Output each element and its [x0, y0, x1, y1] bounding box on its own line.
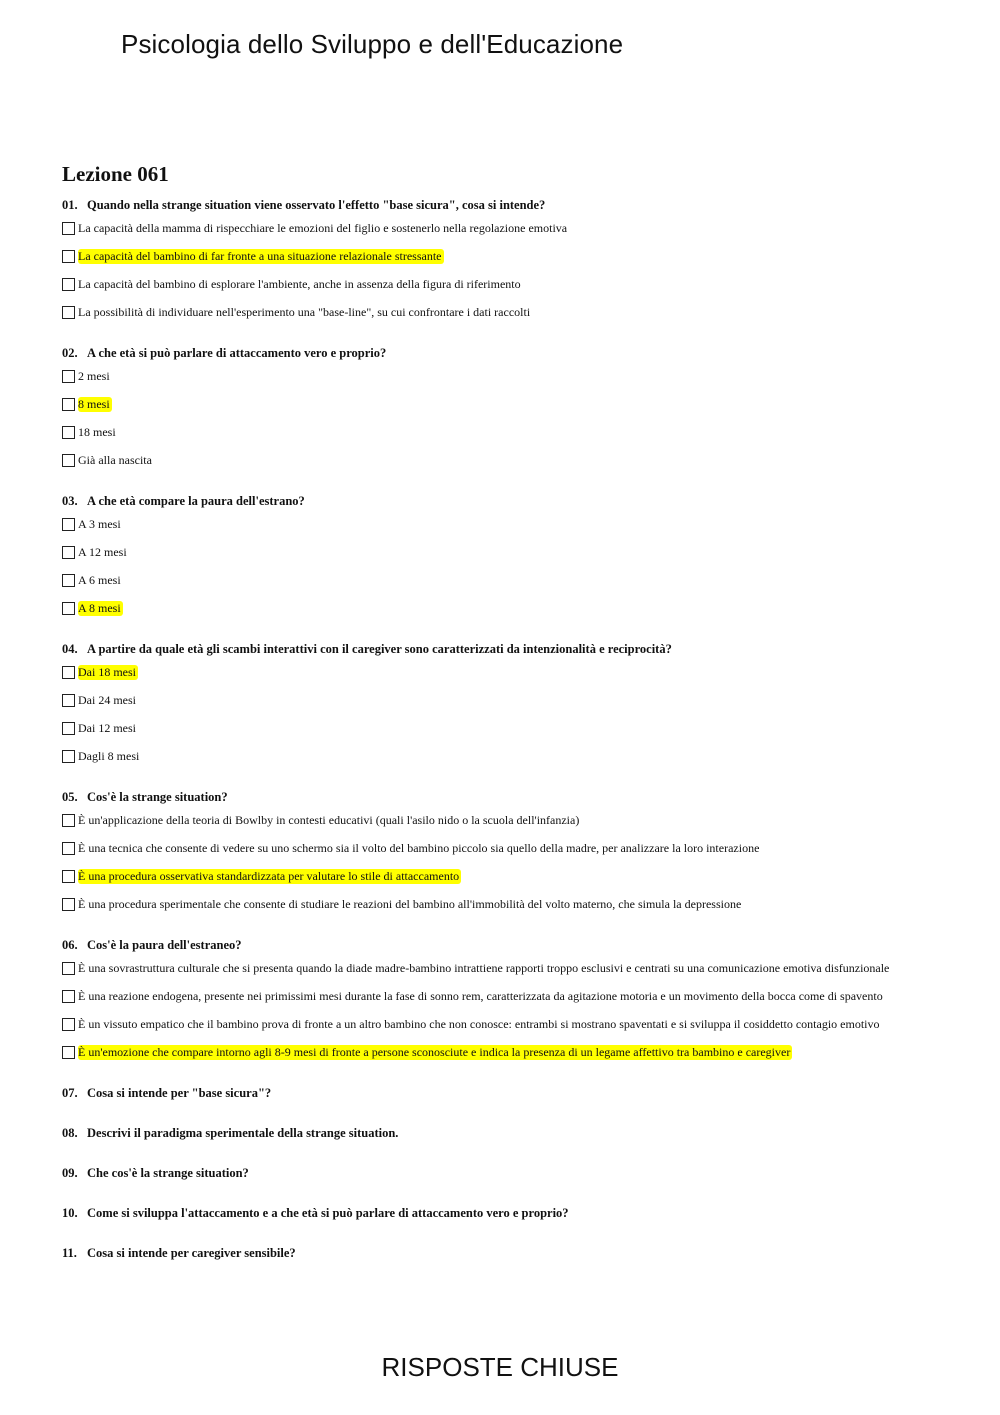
- answer-option-highlighted: [62, 249, 962, 277]
- answer-option-label: È un vissuto empatico che il bambino prova di fronte a un altro bambino che non conosce: entrambi si mostrano spaventati e si sviluppa il cosiddetto contagio emotivo: [78, 1017, 880, 1031]
- answer-option: [62, 989, 962, 1017]
- answer-option-label: La capacità della mamma di rispecchiare le emozioni del figlio e sostenerlo nella regolazione emotiva: [78, 221, 568, 235]
- question-number: 06.: [62, 938, 78, 952]
- answer-option-label: 2 mesi: [78, 369, 110, 383]
- question-11: [62, 1244, 962, 1284]
- checkbox-icon[interactable]: [62, 426, 75, 439]
- answer-option-label: A 8 mesi: [78, 601, 121, 615]
- answer-option-label: A 6 mesi: [78, 573, 121, 587]
- question-label: Che cos'è la strange situation?: [87, 1166, 249, 1180]
- checkbox-icon[interactable]: [62, 870, 75, 883]
- answer-option-label: Dagli 8 mesi: [78, 749, 140, 763]
- answer-option-highlighted: [62, 397, 962, 425]
- answer-option-label: Dai 24 mesi: [78, 693, 136, 707]
- checkbox-icon[interactable]: [62, 574, 75, 587]
- open-questions-section: [62, 1084, 962, 1284]
- checkbox-icon[interactable]: [62, 370, 75, 383]
- question-label: A partire da quale età gli scambi interattivi con il caregiver sono caratterizzati da intenzionalità e reciprocità?: [87, 642, 672, 656]
- question-02: [62, 344, 962, 481]
- question-01: [62, 196, 962, 333]
- answer-option-label: È una procedura osservativa standardizzata per valutare lo stile di attaccamento: [78, 869, 460, 883]
- question-06: [62, 936, 962, 1073]
- checkbox-icon[interactable]: [62, 546, 75, 559]
- answer-option-highlighted: [62, 665, 962, 693]
- answer-option-highlighted: [62, 1045, 962, 1073]
- lesson-title: Lezione 061: [62, 162, 169, 186]
- question-number: 05.: [62, 790, 78, 804]
- question-09: [62, 1164, 962, 1204]
- answer-option-highlighted: [62, 869, 962, 897]
- checkbox-icon[interactable]: [62, 962, 75, 975]
- question-number: 11.: [62, 1246, 77, 1260]
- question-05: [62, 788, 962, 925]
- question-label: Cos'è la paura dell'estraneo?: [87, 938, 242, 952]
- answer-option-label: La possibilità di individuare nell'esperimento una "base-line", su cui confrontare i dati raccolti: [78, 305, 531, 319]
- question-text: [62, 1084, 962, 1102]
- answer-option: [62, 749, 962, 777]
- answer-option: [62, 369, 962, 397]
- answer-option: [62, 721, 962, 749]
- question-text: [62, 492, 962, 510]
- document-title: Psicologia dello Sviluppo e dell'Educazione: [121, 29, 624, 59]
- checkbox-icon[interactable]: [62, 990, 75, 1003]
- checkbox-icon[interactable]: [62, 602, 75, 615]
- section-footer: RISPOSTE CHIUSE: [381, 1352, 619, 1382]
- answer-option-highlighted: [62, 601, 962, 629]
- answer-option-label: Dai 12 mesi: [78, 721, 136, 735]
- answer-option-label: Dai 18 mesi: [78, 665, 136, 679]
- checkbox-icon[interactable]: [62, 898, 75, 911]
- question-label: A che età compare la paura dell'estrano?: [87, 494, 305, 508]
- question-number: 01.: [62, 198, 78, 212]
- checkbox-icon[interactable]: [62, 250, 75, 263]
- answer-option: [62, 277, 962, 305]
- checkbox-icon[interactable]: [62, 722, 75, 735]
- question-number: 03.: [62, 494, 78, 508]
- answer-option: [62, 813, 962, 841]
- answer-option: [62, 545, 962, 573]
- answer-option: [62, 453, 962, 481]
- question-07: [62, 1084, 962, 1124]
- checkbox-icon[interactable]: [62, 842, 75, 855]
- answer-option-label: La capacità del bambino di esplorare l'ambiente, anche in assenza della figura di riferimento: [78, 277, 521, 291]
- checkbox-icon[interactable]: [62, 454, 75, 467]
- answer-option: [62, 897, 962, 925]
- answer-option-label: È un'applicazione della teoria di Bowlby in contesti educativi (quali l'asilo nido o la scuola dell'infanzia): [78, 813, 580, 827]
- question-08: [62, 1124, 962, 1164]
- answer-option: [62, 425, 962, 453]
- answer-option: [62, 841, 962, 869]
- question-number: 08.: [62, 1126, 78, 1140]
- checkbox-icon[interactable]: [62, 278, 75, 291]
- question-text: [62, 1204, 962, 1222]
- checkbox-icon[interactable]: [62, 1046, 75, 1059]
- question-label: A che età si può parlare di attaccamento vero e proprio?: [87, 346, 387, 360]
- answer-option: [62, 221, 962, 249]
- answer-option-label: Già alla nascita: [78, 453, 152, 467]
- answer-option: [62, 693, 962, 721]
- question-label: Cosa si intende per "base sicura"?: [87, 1086, 272, 1100]
- question-text: [62, 1164, 962, 1182]
- question-text: [62, 196, 962, 214]
- answer-option: [62, 573, 962, 601]
- answer-option-label: La capacità del bambino di far fronte a una situazione relazionale stressante: [78, 249, 442, 263]
- checkbox-icon[interactable]: [62, 1018, 75, 1031]
- answer-option-label: 18 mesi: [78, 425, 116, 439]
- question-text: [62, 344, 962, 362]
- checkbox-icon[interactable]: [62, 666, 75, 679]
- question-number: 10.: [62, 1206, 78, 1220]
- question-number: 09.: [62, 1166, 78, 1180]
- checkbox-icon[interactable]: [62, 814, 75, 827]
- answer-option-label: A 3 mesi: [78, 517, 121, 531]
- question-text: [62, 936, 962, 954]
- answer-option: [62, 517, 962, 545]
- checkbox-icon[interactable]: [62, 306, 75, 319]
- question-list: [62, 196, 962, 1284]
- question-text: [62, 1244, 962, 1262]
- question-number: 07.: [62, 1086, 78, 1100]
- question-text: [62, 640, 962, 658]
- question-number: 04.: [62, 642, 78, 656]
- question-03: [62, 492, 962, 629]
- answer-option: [62, 305, 962, 333]
- checkbox-icon[interactable]: [62, 398, 75, 411]
- answer-option-label: 8 mesi: [78, 397, 110, 411]
- question-number: 02.: [62, 346, 78, 360]
- answer-option: [62, 961, 962, 989]
- question-label: Descrivi il paradigma sperimentale della strange situation.: [87, 1126, 399, 1140]
- question-text: [62, 1124, 962, 1142]
- checkbox-icon[interactable]: [62, 222, 75, 235]
- answer-option-label: È una reazione endogena, presente nei primissimi mesi durante la fase di sonno rem, caratterizzata da agitazione motoria e un movimento della bocca come di spavento: [78, 989, 883, 1003]
- answer-option-label: È una procedura sperimentale che consente di studiare le reazioni del bambino all'immobilità del volto materno, che simula la depressione: [78, 897, 742, 911]
- checkbox-icon[interactable]: [62, 518, 75, 531]
- question-10: [62, 1204, 962, 1244]
- question-text: [62, 788, 962, 806]
- question-04: [62, 640, 962, 777]
- question-label: Quando nella strange situation viene osservato l'effetto "base sicura", cosa si intende?: [87, 198, 546, 212]
- question-label: Come si sviluppa l'attaccamento e a che età si può parlare di attaccamento vero e proprio?: [87, 1206, 569, 1220]
- answer-option-label: È una sovrastruttura culturale che si presenta quando la diade madre-bambino intrattiene rapporti troppo esclusivi e centrati su una comunicazione emotiva disfunzionale: [78, 961, 890, 975]
- question-label: Cosa si intende per caregiver sensibile?: [87, 1246, 296, 1260]
- question-label: Cos'è la strange situation?: [87, 790, 228, 804]
- answer-option-label: È un'emozione che compare intorno agli 8-9 mesi di fronte a persone sconosciute e indica la presenza di un legame affettivo tra bambino e caregiver: [78, 1045, 791, 1059]
- answer-option-label: È una tecnica che consente di vedere su uno schermo sia il volto del bambino piccolo sia quello della madre, per analizzare la loro interazione: [78, 841, 760, 855]
- answer-option: [62, 1017, 962, 1045]
- answer-option-label: A 12 mesi: [78, 545, 127, 559]
- checkbox-icon[interactable]: [62, 750, 75, 763]
- checkbox-icon[interactable]: [62, 694, 75, 707]
- multiple-choice-section: [62, 196, 962, 1073]
